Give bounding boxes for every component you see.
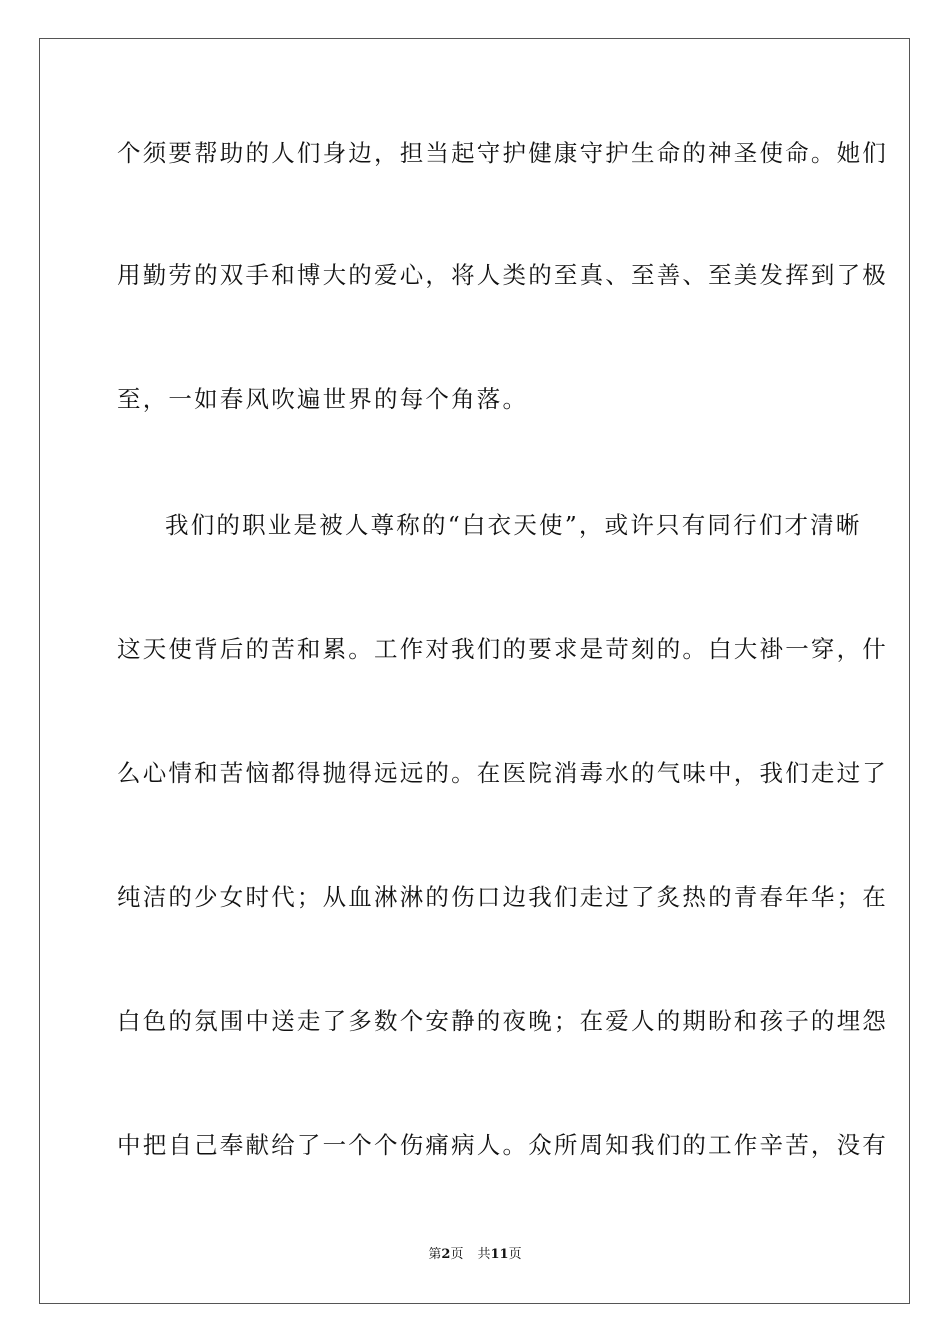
page-prefix: 第	[428, 1247, 442, 1262]
page-suffix: 页	[450, 1247, 464, 1262]
text-line-9: 中把自己奉献给了一个个伤痛病人。众所周知我们的工作辛苦，没有	[117, 1131, 888, 1159]
text-line-7: 纯洁的少女时代；从血淋淋的伤口边我们走过了炙热的青春年华；在	[117, 883, 888, 911]
text-line-8: 白色的氛围中送走了多数个安静的夜晚；在爱人的期盼和孩子的埋怨	[117, 1007, 888, 1035]
text-line-4: 我们的职业是被人尊称的“白衣天使”，或许只有同行们才清晰	[165, 511, 862, 539]
page-border	[39, 38, 910, 1304]
text-line-6: 么心情和苦恼都得抛得远远的。在医院消毒水的气味中，我们走过了	[117, 759, 888, 787]
total-pages: 11	[490, 1247, 509, 1262]
text-line-3: 至，一如春风吹遍世界的每个角落。	[117, 385, 529, 413]
text-line-1: 个须要帮助的人们身边，担当起守护健康守护生命的神圣使命。她们	[117, 139, 888, 167]
total-suffix: 页	[508, 1247, 522, 1262]
text-line-2: 用勤劳的双手和博大的爱心，将人类的至真、至善、至美发挥到了极	[117, 261, 888, 289]
page-footer	[0, 1246, 950, 1264]
total-prefix: 共	[477, 1247, 491, 1262]
page-number: 2	[441, 1247, 451, 1262]
text-line-5: 这天使背后的苦和累。工作对我们的要求是苛刻的。白大褂一穿，什	[117, 635, 888, 663]
